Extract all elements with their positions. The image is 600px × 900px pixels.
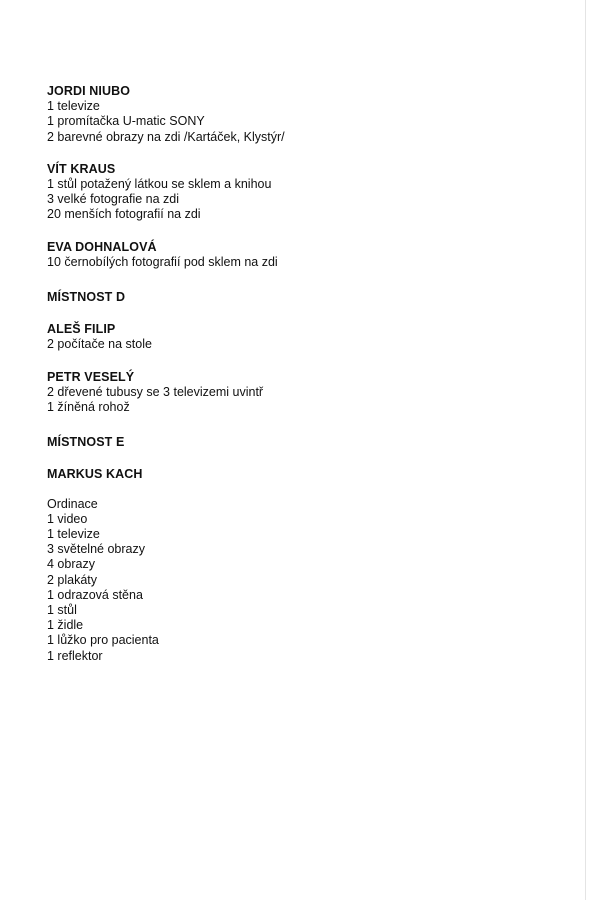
item-line: 1 stůl [47,603,77,618]
artist-name: JORDI NIUBO [47,84,131,98]
artist-name: EVA DOHNALOVÁ [47,239,157,254]
item-line: 2 dřevené tubusy se 3 televizemi uvintř [47,384,264,399]
item-line: 2 počítače na stole [47,337,152,352]
artist-name: VÍT KRAUS [47,161,116,176]
artist-block-jordi-niubo [47,84,567,145]
item-line: Ordinace [47,496,98,511]
item-line: 1 žíněná rohož [47,400,130,415]
item-line: 1 lůžko pro pacienta [47,633,159,648]
item-line: 2 plakáty [47,572,98,587]
item-line: 3 velké fotografie na zdi [47,192,180,207]
item-line: 20 menších fotografií na zdi [47,207,201,222]
inventory-list [47,84,567,664]
item-line: 2 barevné obrazy na zdi /Kartáček, Klystýr/ [47,129,285,144]
room-title-d: MÍSTNOST D [47,290,126,305]
item-line: 4 obrazy [47,557,95,572]
item-line: 1 televize [47,99,100,114]
room-title-e: MÍSTNOST E [47,435,125,450]
item-line: 1 promítačka U-matic SONY [47,114,205,129]
artist-block-markus-kach-items [47,497,567,664]
item-line: 1 židle [47,618,84,633]
scan-edge-line [585,0,586,900]
item-line: 10 černobílých fotografií pod sklem na zdi [47,254,278,269]
item-line: 1 televize [47,527,100,542]
artist-block-vit-kraus [47,162,567,223]
artist-name-markus-kach: MARKUS KACH [47,467,143,482]
item-line: 3 světelné obrazy [47,542,145,557]
artist-block-petr-vesely [47,370,567,416]
artist-block-eva-dohnalova [47,240,567,270]
item-line: 1 odrazová stěna [47,587,143,602]
artist-name: PETR VESELÝ [47,369,135,384]
artist-block-ales-filip [47,322,567,352]
item-line: 1 reflektor [47,648,103,663]
item-line: 1 video [47,511,88,526]
item-line: 1 stůl potažený látkou se sklem a knihou [47,177,272,192]
artist-name: ALEŠ FILIP [47,322,116,337]
